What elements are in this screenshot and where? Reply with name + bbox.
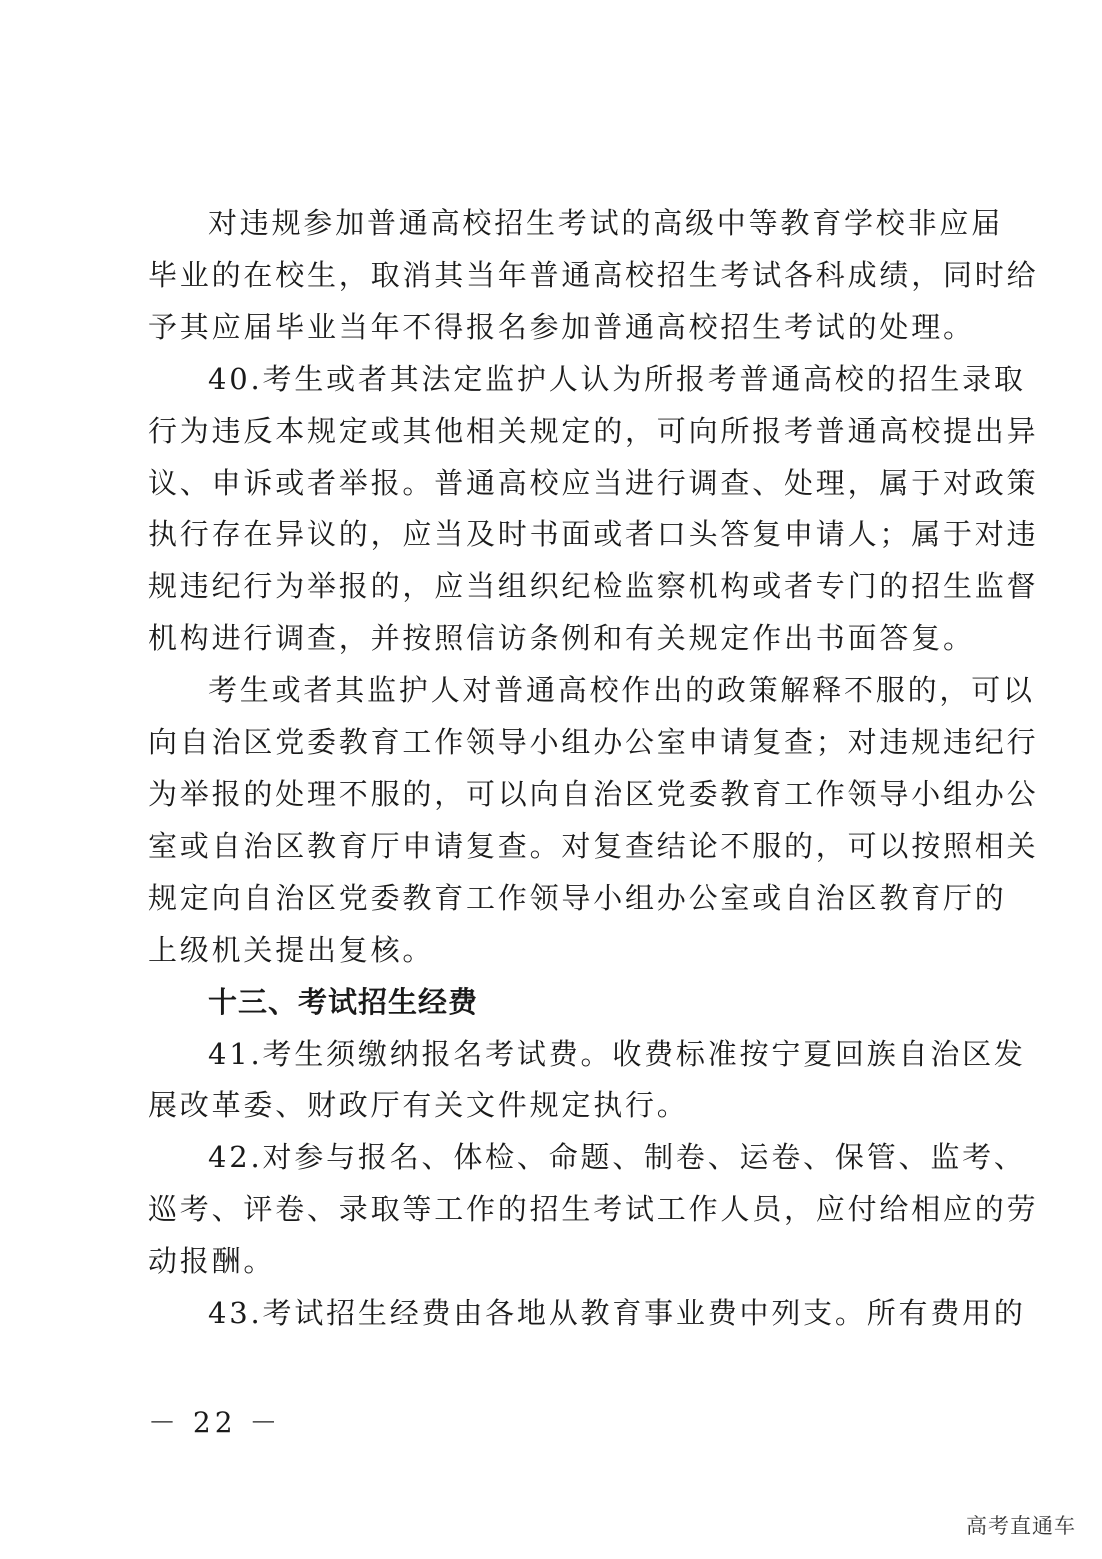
paragraph-item-43 xyxy=(148,1288,1026,1340)
text-line: 对违规参加普通高校招生考试的高级中等教育学校非应届 xyxy=(208,206,1004,240)
text-line: 41.考生须缴纳报名考试费。收费标准按宁夏回族自治区发 xyxy=(208,1036,1026,1071)
paragraph-appeal-review xyxy=(148,665,1039,976)
text-line: 上级机关提出复核。 xyxy=(148,932,435,967)
text-line: 规违纪行为举报的，应当组织纪检监察机构或者专门的招生监督 xyxy=(148,569,1039,604)
text-line: 为举报的处理不服的，可以向自治区党委教育工作领导小组办公 xyxy=(148,776,1039,811)
text-line: 42.对参与报名、体检、命题、制卷、运卷、保管、监考、 xyxy=(208,1140,1026,1175)
section-heading: 十三、考试招生经费 xyxy=(208,984,479,1019)
paragraph-item-40 xyxy=(148,354,1039,665)
text-line: 展改革委、财政厅有关文件规定执行。 xyxy=(148,1088,689,1123)
paragraph-item-41 xyxy=(148,1029,1026,1133)
page-number: － 22 － xyxy=(148,1406,282,1439)
text-line: 向自治区党委教育工作领导小组办公室申请复查；对违规违纪行 xyxy=(148,725,1039,760)
text-line: 机构进行调查，并按照信访条例和有关规定作出书面答复。 xyxy=(148,621,975,656)
text-line: 行为违反本规定或其他相关规定的，可向所报考普通高校提出异 xyxy=(148,413,1039,448)
document-body xyxy=(148,198,1039,1340)
paragraph-item-42 xyxy=(148,1132,1039,1288)
text-line: 43.考试招生经费由各地从教育事业费中列支。所有费用的 xyxy=(208,1296,1026,1331)
paragraph-violation-penalty xyxy=(148,198,1039,354)
text-line: 执行存在异议的，应当及时书面或者口头答复申请人；属于对违 xyxy=(148,517,1039,552)
text-line: 动报酬。 xyxy=(148,1244,276,1279)
text-line: 规定向自治区党委教育工作领导小组办公室或自治区教育厅的 xyxy=(148,880,1007,915)
text-line: 巡考、评卷、录取等工作的招生考试工作人员，应付给相应的劳 xyxy=(148,1192,1039,1227)
text-line: 议、申诉或者举报。普通高校应当进行调查、处理，属于对政策 xyxy=(148,465,1039,500)
text-line: 予其应届毕业当年不得报名参加普通高校招生考试的处理。 xyxy=(148,309,975,344)
text-line: 考生或者其监护人对普通高校作出的政策解释不服的，可以 xyxy=(208,673,1035,708)
text-line: 室或自治区教育厅申请复查。对复查结论不服的，可以按照相关 xyxy=(148,828,1039,863)
text-line: 40.考生或者其法定监护人认为所报考普通高校的招生录取 xyxy=(208,361,1026,396)
watermark-text: 高考直通车 xyxy=(966,1514,1076,1538)
text-line: 毕业的在校生，取消其当年普通高校招生考试各科成绩，同时给 xyxy=(148,257,1039,292)
